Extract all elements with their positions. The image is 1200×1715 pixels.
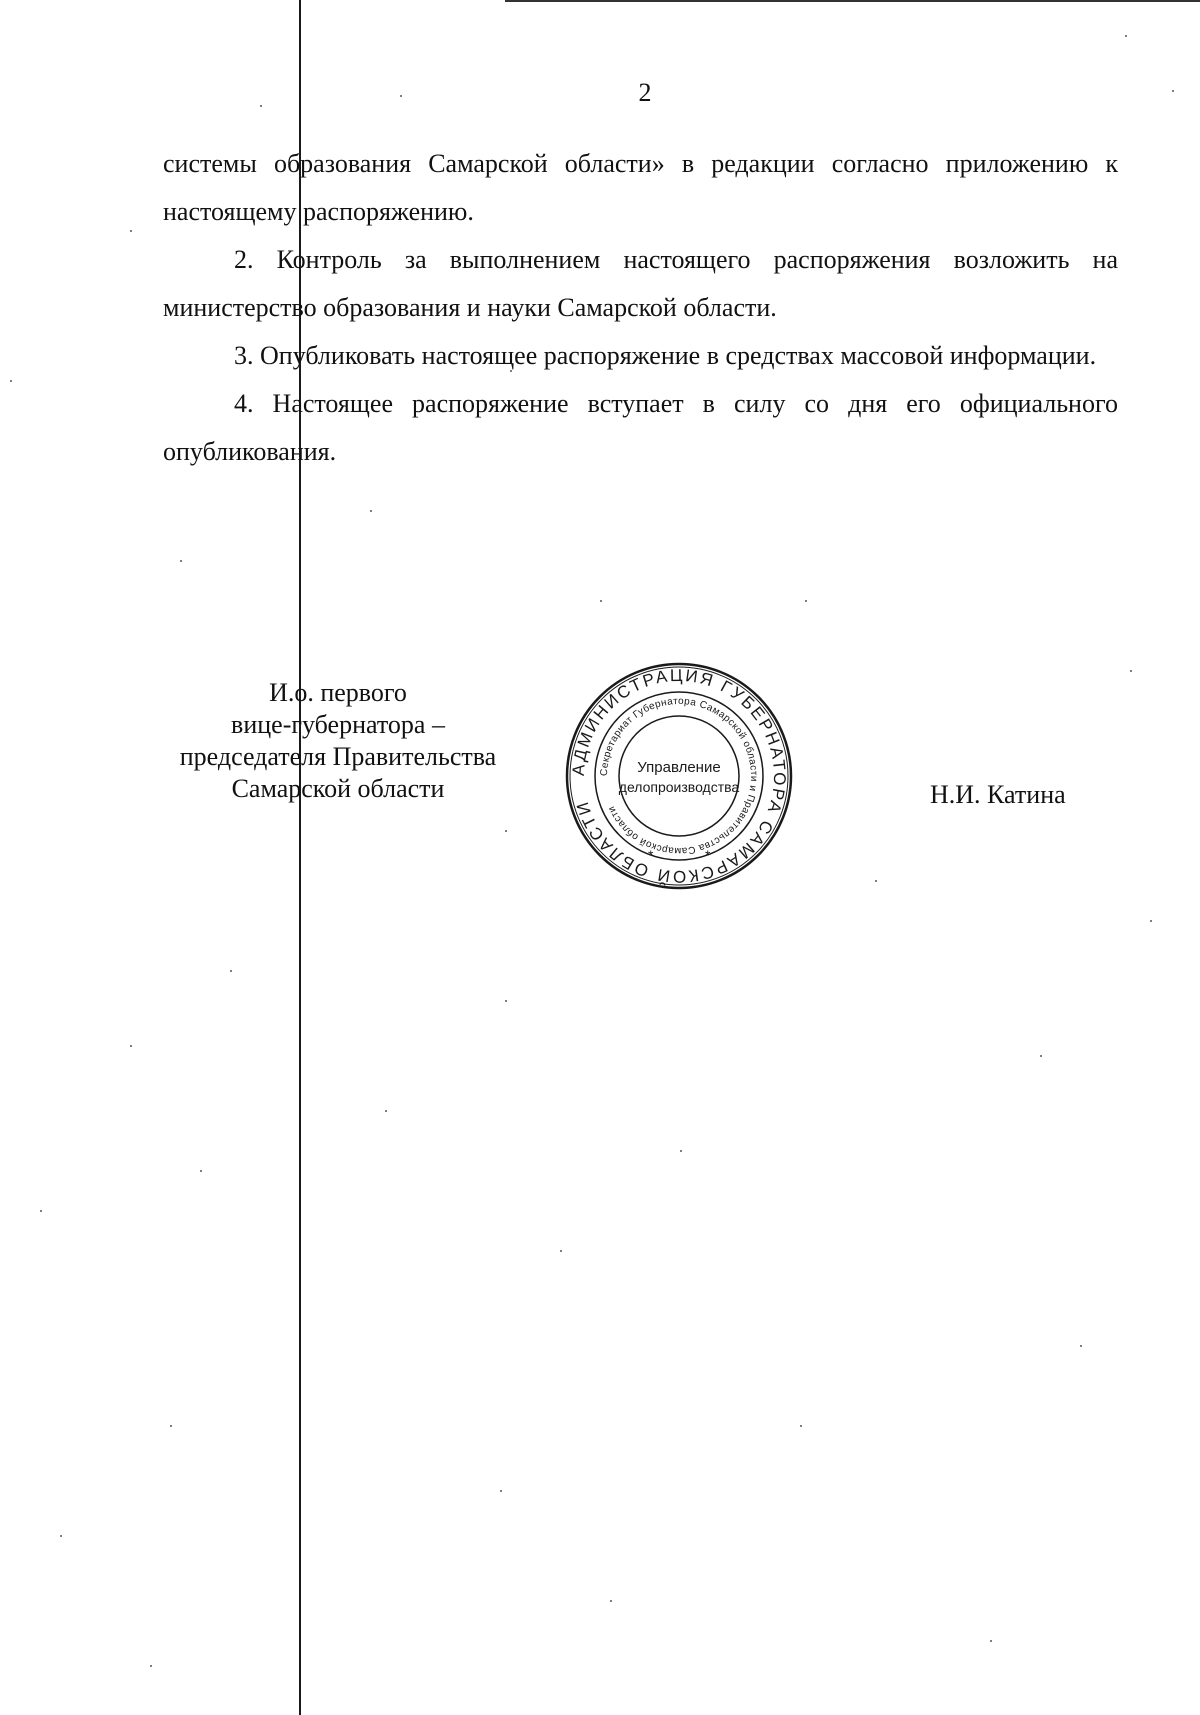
page-number: 2 — [638, 78, 652, 107]
signatory-title-line: председателя Правительства — [179, 742, 497, 771]
signatory-title-line: вице-губернатора – — [231, 710, 445, 739]
signatory-title — [163, 677, 513, 805]
signatory-title-line: И.о. первого — [269, 678, 407, 707]
document-body — [163, 140, 1118, 476]
scan-top-edge-line — [505, 0, 1200, 2]
stamp-center-line: делопроизводства — [618, 779, 740, 795]
official-seal-stamp — [563, 660, 795, 892]
svg-text:АДМИНИСТРАЦИЯ ГУБЕРНАТОРА САМА: АДМИНИСТРАЦИЯ ГУБЕРНАТОРА САМАРСКОЙ ОБЛАСТИ — [568, 665, 790, 887]
paragraph-item-3: 3. Опубликовать настоящее распоряжение в средствах массовой информации. — [234, 341, 1097, 370]
paragraph-item-2: 2. Контроль за выполнением настоящего распоряжения возложить на министерство образования и науки Самарской области. — [163, 245, 1118, 322]
svg-text:*: * — [648, 847, 654, 863]
paragraph-continuation: системы образования Самарской области» в редакции согласно приложению к настоящему распоряжению. — [163, 149, 1118, 226]
svg-text:Секретариат Губернатора Самарс: Секретариат Губернатора Самарской области и Правительства Самарской области — [598, 695, 760, 857]
stamp-center-line: Управление — [637, 759, 721, 776]
svg-text:*: * — [705, 847, 711, 863]
signatory-title-line: Самарской области — [231, 774, 445, 803]
paragraph-item-4: 4. Настоящее распоряжение вступает в силу со дня его официального опубликования. — [163, 389, 1118, 466]
signatory-name: Н.И. Катина — [930, 780, 1066, 809]
